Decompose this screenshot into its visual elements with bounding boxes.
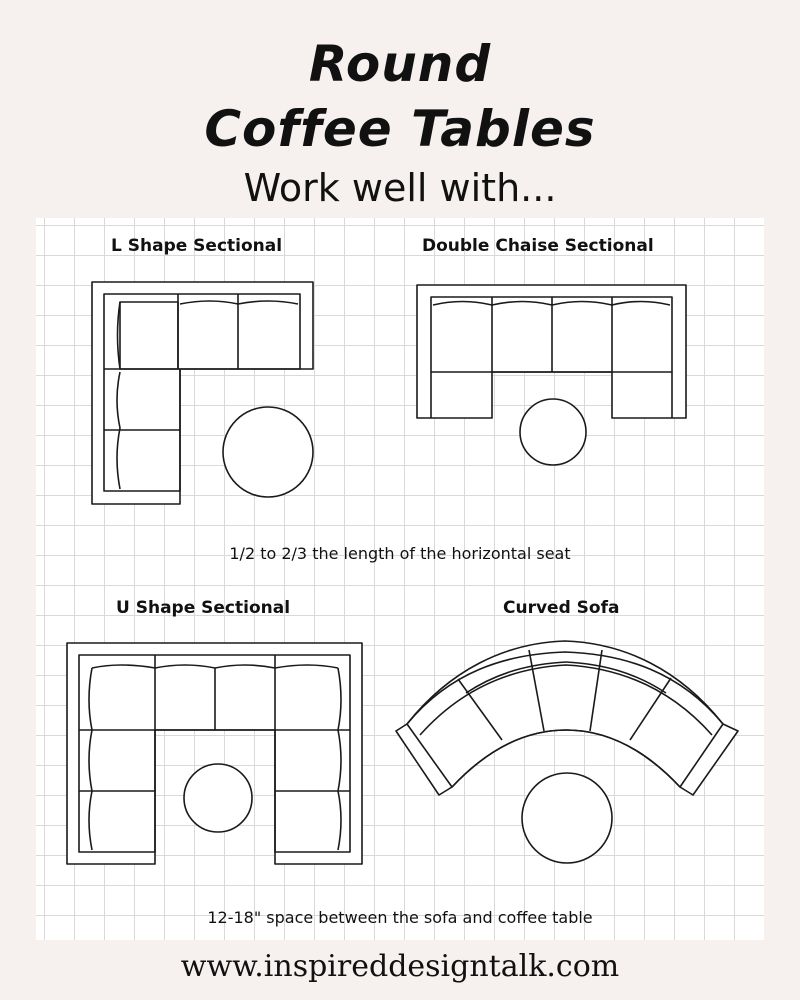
l-shape-coffee-table [223, 407, 313, 497]
label-double-chaise-sectional: Double Chaise Sectional [422, 236, 654, 256]
label-curved-sofa: Curved Sofa [503, 598, 620, 618]
curved-sofa-drawing [396, 641, 738, 863]
double-chaise-sectional-drawing [417, 285, 686, 465]
label-u-shape-sectional: U Shape Sectional [116, 598, 291, 618]
note-horizontal-seat: 1/2 to 2/3 the length of the horizontal seat [229, 544, 571, 563]
label-l-shape-sectional: L Shape Sectional [111, 236, 283, 256]
curved-sofa-coffee-table [522, 773, 612, 863]
double-chaise-coffee-table [520, 399, 586, 465]
u-shape-coffee-table [184, 764, 252, 832]
website-link[interactable]: www.inspireddesigntalk.com [180, 949, 620, 984]
l-shape-sectional-drawing [92, 282, 313, 504]
title-line-1: Round [308, 35, 492, 93]
title-line-2: Coffee Tables [204, 100, 596, 158]
u-shape-sectional-drawing [67, 643, 362, 864]
note-spacing: 12-18" space between the sofa and coffee table [207, 908, 593, 927]
subtitle: Work well with... [243, 166, 557, 210]
